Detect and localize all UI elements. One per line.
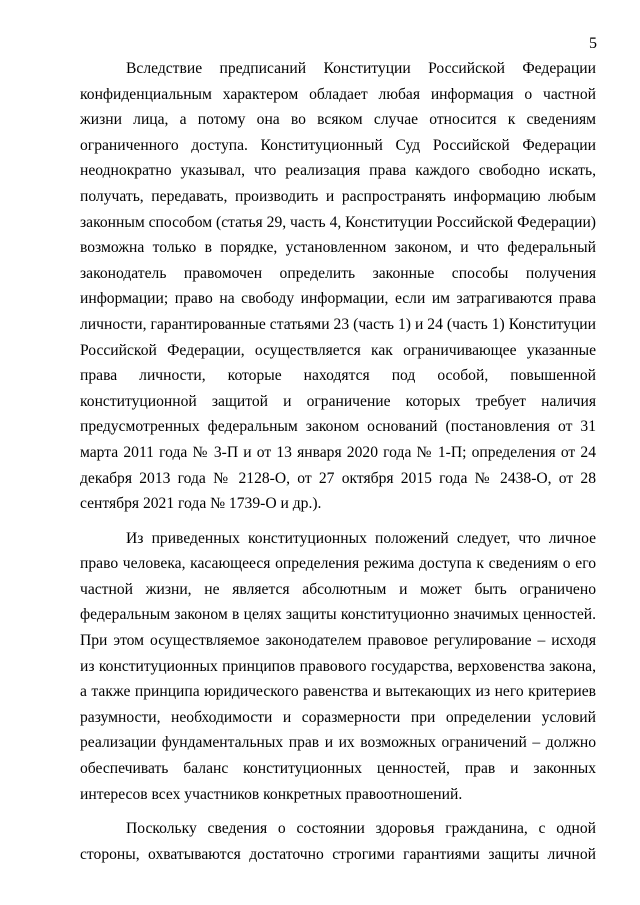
text-line: законным способом (статья 29, часть 4, Конституции Российской Федерации): [80, 213, 596, 231]
text-line: получать, передавать, производить и распространять информацию любым: [80, 187, 596, 205]
text-line: частной жизни, не является абсолютным и может быть ограничено: [80, 580, 596, 598]
text-line: возможна только в порядке, установленном законом, и что федеральный: [80, 239, 596, 257]
text-line: Вследствие предписаний Конституции Российской Федерации: [126, 60, 596, 77]
text-line: Из приведенных конституционных положений следует, что личное: [126, 529, 596, 547]
body-text: [80, 56, 596, 867]
text-line: жизни лица, а потому она во всяком случае относится к сведениям: [80, 111, 596, 129]
text-line: При этом осуществляемое законодателем правовое регулирование – исходя: [80, 632, 596, 650]
text-line: из конституционных принципов правового государства, верховенства закона,: [80, 657, 596, 675]
text-line: права личности, которые находятся под особой, повышенной: [80, 367, 596, 385]
text-line: сентября 2021 года № 1739-О и др.).: [80, 495, 322, 513]
text-line: личности, гарантированные статьями 23 (часть 1) и 24 (часть 1) Конституции: [80, 315, 596, 333]
text-line: право человека, касающееся определения режима доступа к сведениям о его: [80, 555, 596, 573]
text-line: ограниченного доступа. Конституционный Суд Российской Федерации: [80, 136, 596, 154]
text-line: разумности, необходимости и соразмерности при определении условий: [80, 708, 596, 726]
text-line: предусмотренных федеральным законом оснований (постановления от 31: [80, 418, 596, 436]
text-line: федеральным законом в целях защиты конституционно значимых ценностей.: [80, 606, 596, 624]
text-line: обеспечивать баланс конституционных ценностей, прав и законных: [80, 760, 596, 778]
text-line: информации; право на свободу информации, если им затрагиваются права: [80, 290, 596, 308]
text-line: Поскольку сведения о состоянии здоровья гражданина, с одной: [126, 820, 596, 838]
text-line: законодатель правомочен определить законные способы получения: [80, 264, 596, 282]
paragraph: [80, 56, 596, 517]
text-line: реализации фундаментальных прав и их возможных ограничений – должно: [80, 734, 596, 752]
paragraph-gap: [80, 807, 596, 816]
text-line: конституционной защитой и ограничение которых требует наличия: [80, 392, 596, 410]
text-line: декабря 2013 года № 2128-О, от 27 октября 2015 года № 2438-О, от 28: [80, 469, 596, 487]
paragraph: [80, 526, 596, 808]
text-line: а также принципа юридического равенства и вытекающих из него критериев: [80, 683, 596, 701]
text-line: интересов всех участников конкретных правоотношений.: [80, 785, 463, 803]
text-line: стороны, охватываются достаточно строгими гарантиями защиты личной: [80, 845, 596, 863]
text-line: Российской Федерации, осуществляется как ограничивающее указанные: [80, 341, 596, 359]
paragraph: [80, 816, 596, 867]
text-line: неоднократно указывал, что реализация права каждого свободно искать,: [80, 162, 596, 180]
page-number: 5: [589, 35, 597, 52]
paragraph-gap: [80, 517, 596, 526]
text-line: марта 2011 года № 3-П и от 13 января 2020 года № 1-П; определения от 24: [80, 443, 596, 461]
text-line: конфиденциальным характером обладает любая информация о частной: [80, 85, 596, 103]
